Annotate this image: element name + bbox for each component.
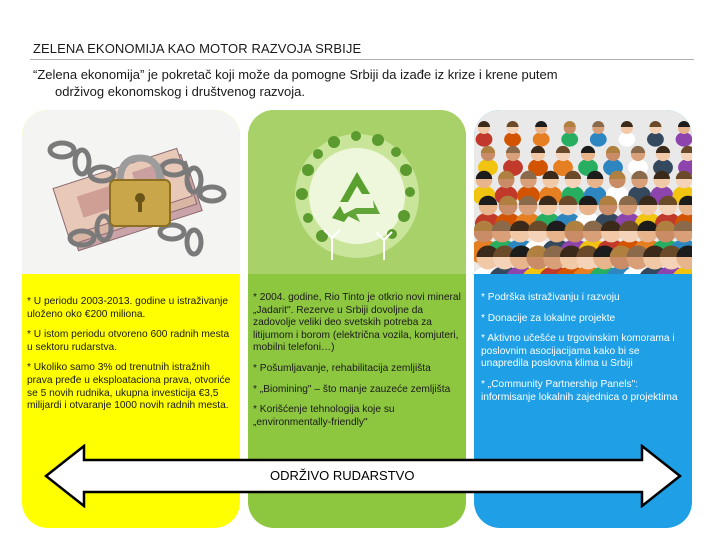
economy-text — [27, 296, 235, 421]
environment-text — [253, 292, 461, 437]
paragraph: * „Community Partnership Panels": informisanje lokalnih zajednica o projektima — [481, 378, 678, 403]
community-text — [481, 292, 687, 412]
paragraph: * 2004. godine, Rio Tinto je otkrio novi mineral „Jadarit". Rezerve u Srbiji dovoljne da zadovolje veliki deo svetskih potreba za litijumom i borom (električna vozila, komjuteri, mobilni telefoni…) — [253, 292, 461, 354]
subtitle-line-1: “Zelena ekonomija” je pokretač koji može da pomogne Srbiji da izađe iz krize i krene putem — [33, 67, 558, 82]
page-subtitle — [33, 66, 693, 100]
paragraph: * Donacije za lokalne projekte — [481, 312, 616, 324]
page-title: ZELENA EKONOMIJA KAO MOTOR RAZVOJA SRBIJE — [33, 41, 362, 56]
subtitle-line-2: održivog ekonomskog i društvenog razvoja. — [55, 84, 306, 99]
paragraph: * Aktivno učešće u trgovinskim komorama i poslovnim asocijacijama kako bi se unapredila poslovna klima u Srbiji — [481, 333, 675, 370]
title-divider — [30, 59, 694, 60]
paragraph: * Korišćenje tehnologija koje su „environmentally-friendly" — [253, 404, 395, 428]
recycle-icon — [248, 110, 466, 274]
paragraph: * U istom periodu otvoreno 600 radnih mesta u sektoru rudarstva. — [27, 329, 230, 353]
paragraph: * U periodu 2003-2013. godine u istraživanje uloženo oko €200 miliona. — [27, 296, 229, 320]
paragraph: * Ukoliko samo 3% od trenutnih istražnih prava pređe u eksploataciona prava, otvoriće se 5 novih rudnika, ukupna investicija €3,5 milijardi i otvaranje 1000 novih radnih mesta. — [27, 362, 231, 412]
paragraph: * „Biomining" – što manje zauzeće zemljišta — [253, 383, 451, 395]
arrow-label: ODRŽIVO RUDARSTVO — [270, 468, 415, 483]
crowd-photo — [474, 110, 692, 274]
paragraph: * Pošumljavanje, rehabilitacija zemljišta — [253, 362, 431, 374]
paragraph: * Podrška istraživanju i razvoju — [481, 292, 620, 303]
locked-money-icon — [22, 110, 240, 274]
